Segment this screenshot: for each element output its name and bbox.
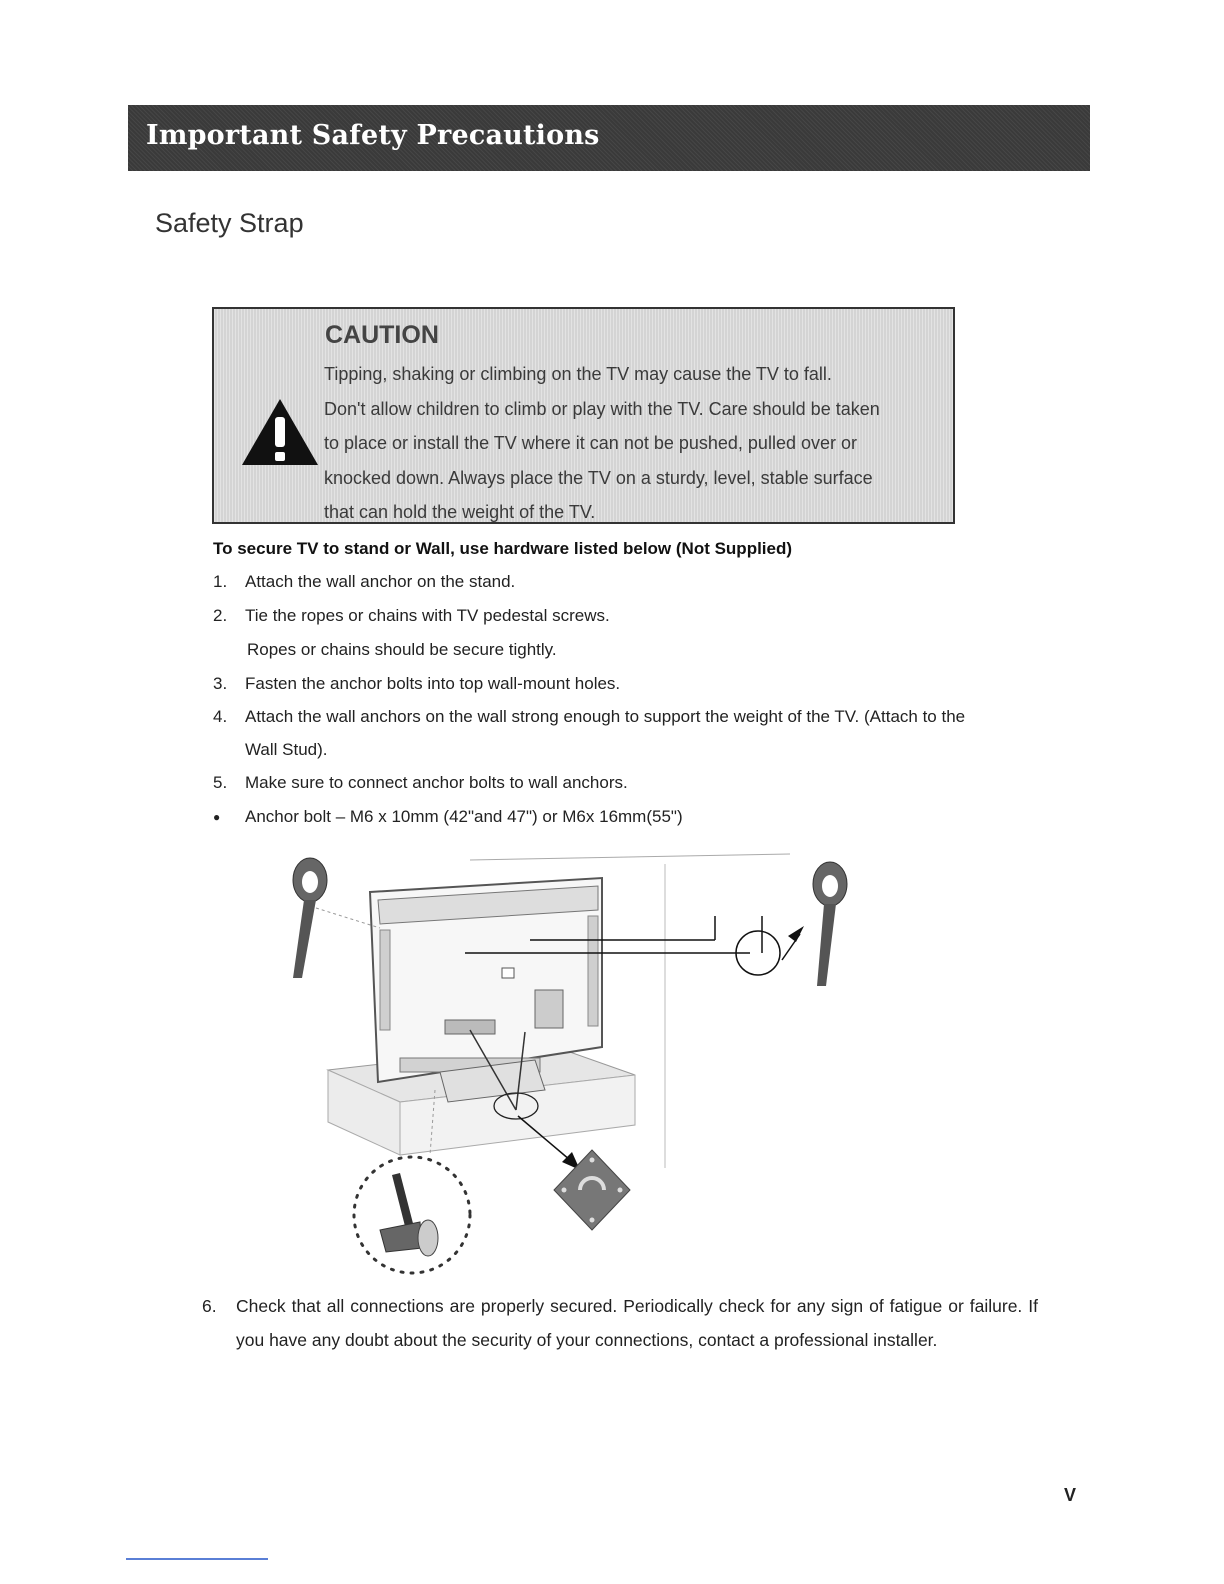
bullet-icon: ● <box>213 810 221 824</box>
caution-line: Don't allow children to climb or play with the TV. Care should be taken <box>324 398 880 419</box>
step-number: 3. <box>213 674 228 693</box>
footer-line <box>126 1558 268 1560</box>
step-number: 6. <box>202 1296 217 1316</box>
page-title: Important Safety Precautions <box>146 120 600 151</box>
step-6 <box>202 1289 1038 1357</box>
step-number: 2. <box>213 606 228 625</box>
caution-text <box>324 357 944 530</box>
caution-title: CAUTION <box>325 321 439 349</box>
step-number: 5. <box>213 773 228 792</box>
eye-bolt-right <box>813 862 847 986</box>
step-text: Attach the wall anchor on the stand. <box>245 572 516 591</box>
step-text: Tie the ropes or chains with TV pedestal screws. <box>245 606 610 625</box>
step-text: Attach the wall anchors on the wall strong enough to support the weight of the TV. (Attach to the <box>245 707 966 726</box>
caution-line: to place or install the TV where it can not be pushed, pulled over or <box>324 433 857 453</box>
warning-icon <box>240 397 320 467</box>
caution-line: Tipping, shaking or climbing on the TV may cause the TV to fall. <box>324 364 832 384</box>
step-text: Fasten the anchor bolts into top wall-mount holes. <box>245 674 621 693</box>
instructions-heading: To secure TV to stand or Wall, use hardware listed below (Not Supplied) <box>213 539 793 558</box>
step-text: Make sure to connect anchor bolts to wall anchors. <box>245 773 628 792</box>
step-text: Ropes or chains should be secure tightly. <box>247 640 557 659</box>
step-text: Anchor bolt – M6 x 10mm (42"and 47") or M6x 16mm(55") <box>245 807 683 826</box>
eye-bolt-left <box>293 858 327 978</box>
step-number: 1. <box>213 572 228 591</box>
caution-box <box>212 307 955 524</box>
page-number: V <box>1064 1485 1077 1505</box>
caution-line: knocked down. Always place the TV on a sturdy, level, stable surface <box>324 467 873 488</box>
header-bar <box>128 105 1090 171</box>
section-title: Safety Strap <box>155 208 304 238</box>
caution-line: that can hold the weight of the TV. <box>324 502 596 522</box>
step-number: 4. <box>213 707 228 726</box>
step-text: Check that all connections are properly secured. Periodically check for any sign of fatigue or failure. If you have any doubt about the security of your connections, contact a professional installer. <box>236 1296 1038 1350</box>
step-text: Wall Stud). <box>245 740 328 759</box>
installation-diagram <box>280 850 880 1290</box>
